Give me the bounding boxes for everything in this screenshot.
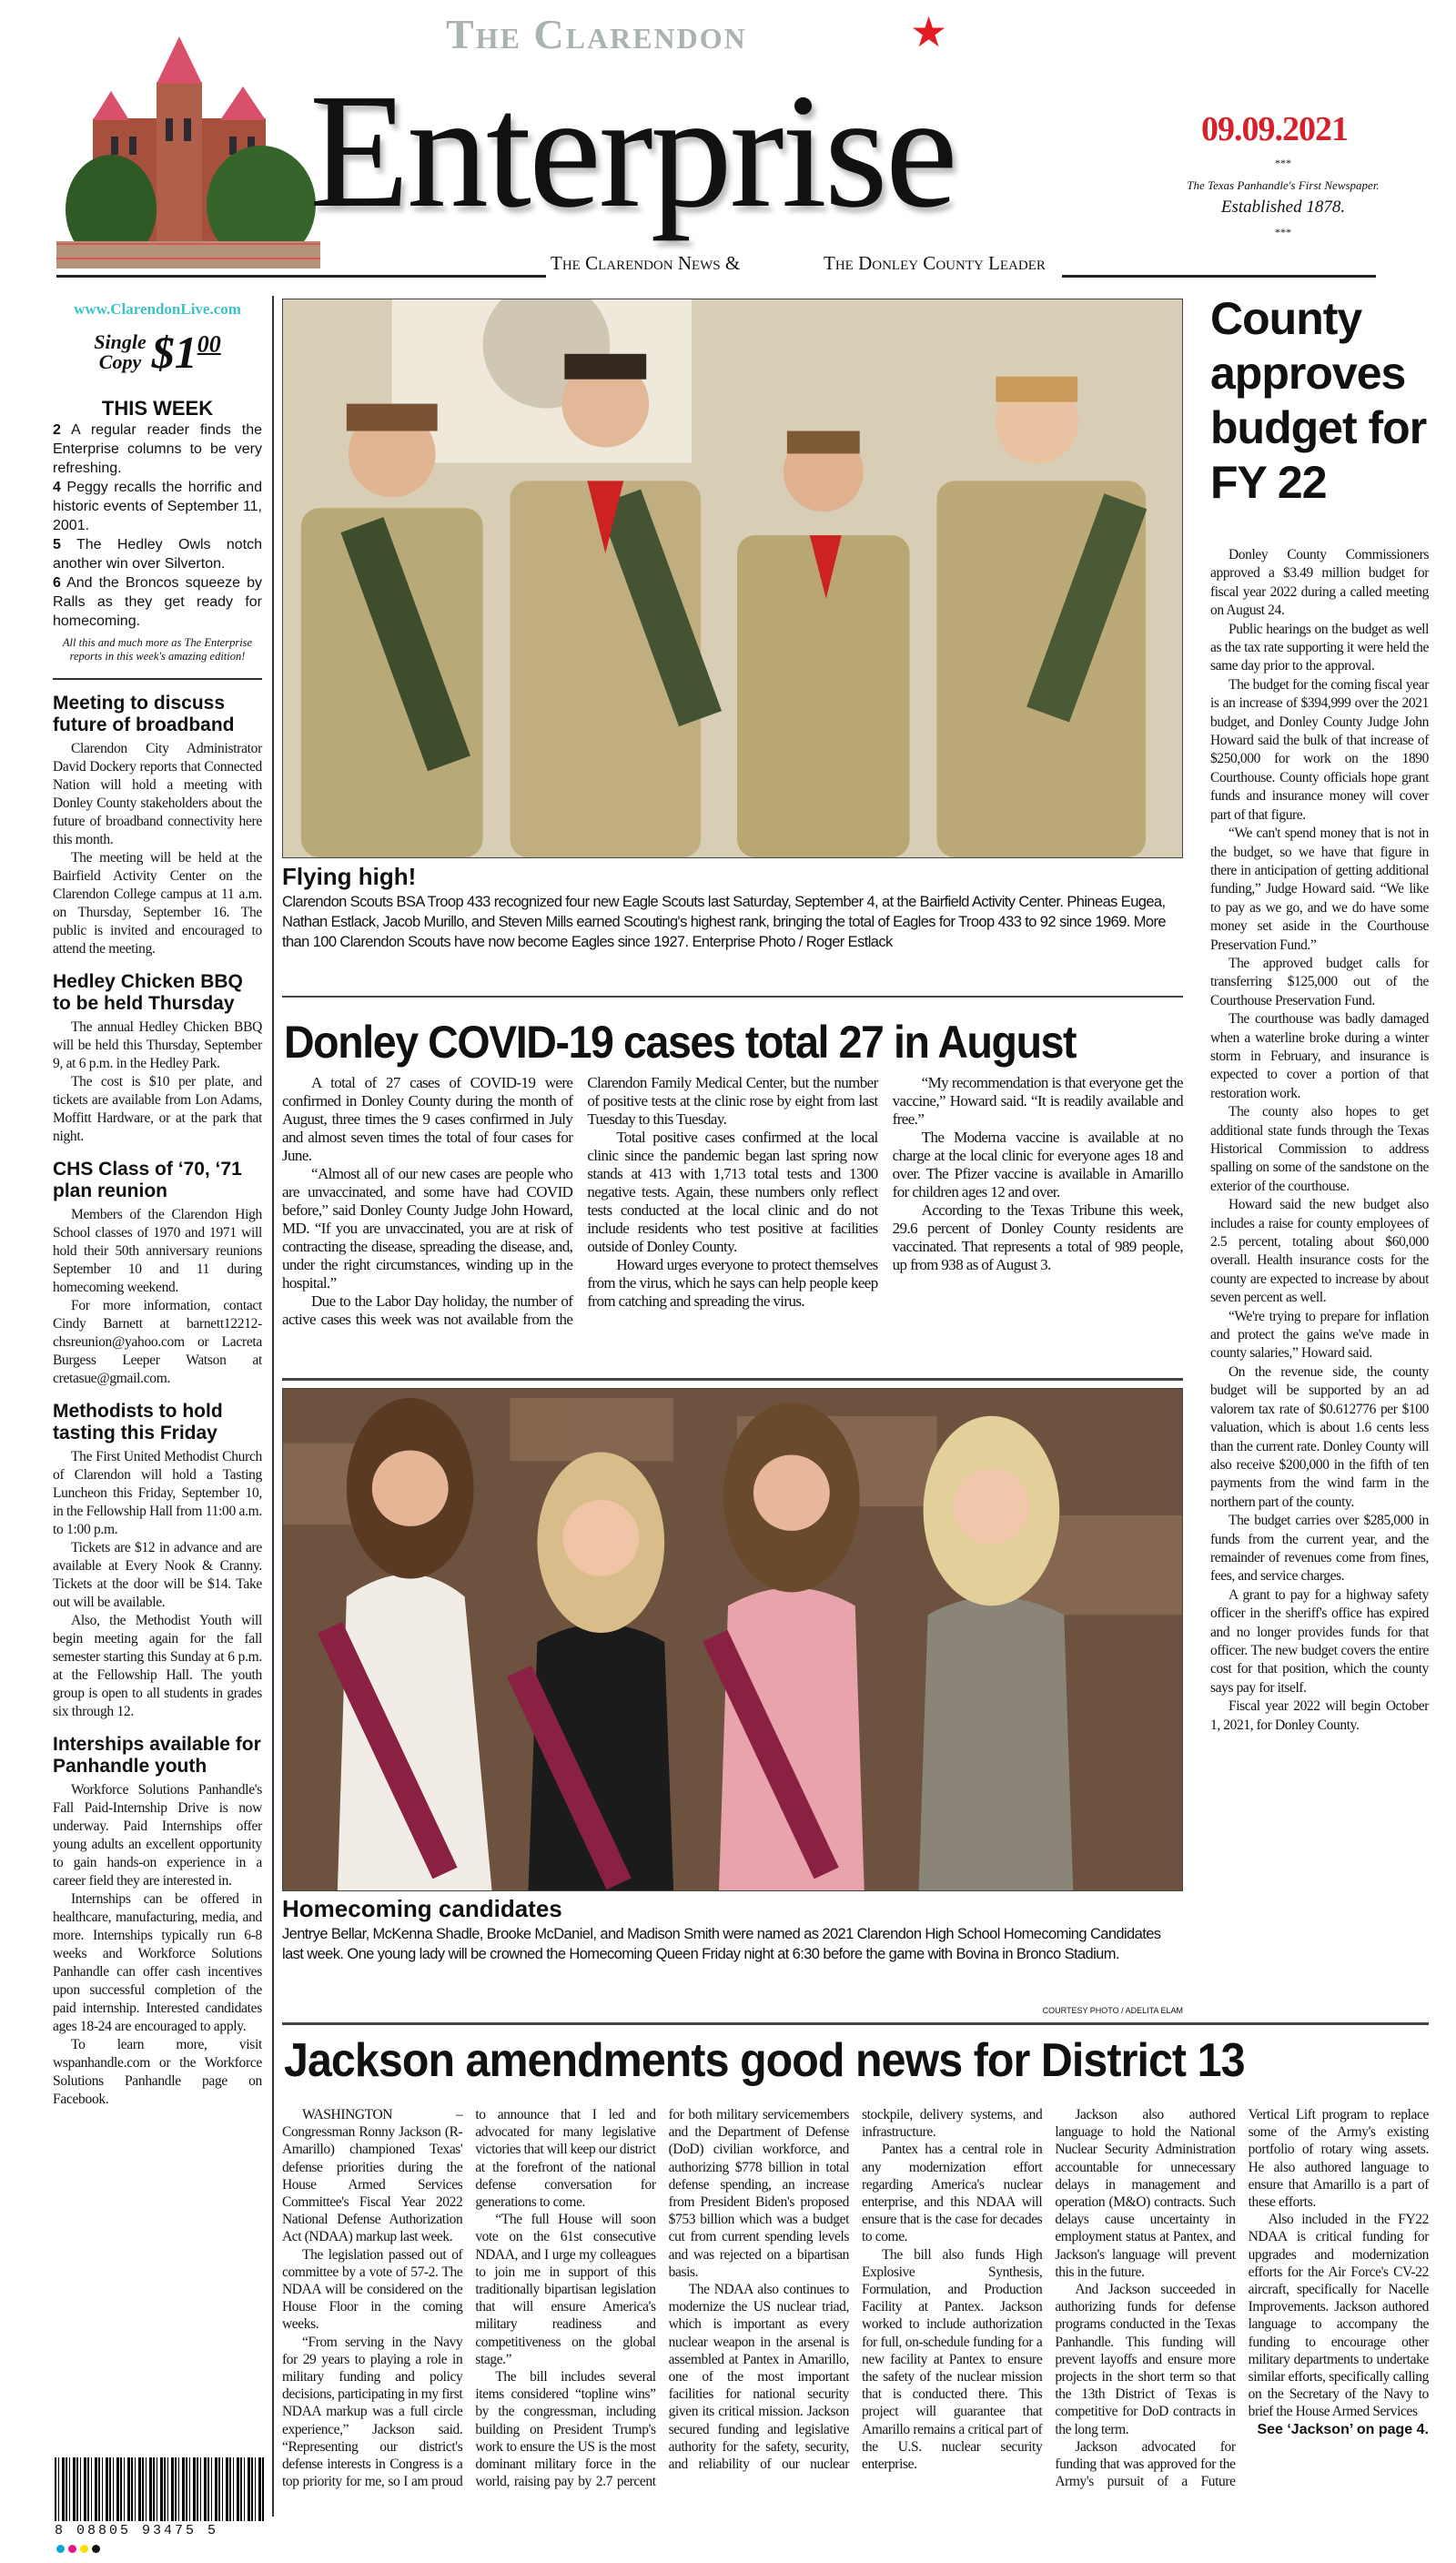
masthead-rule [1062,275,1376,278]
photo-heading: Flying high! [282,863,417,890]
registration-dot [92,2545,100,2553]
paragraph: Pantex has a central role in any modernization effort regarding America's nuclear enterprise, and this NDAA will ensure that is the case for decades to come. [861,2142,1043,2245]
paragraph: The NDAA also continues to modernize the US nuclear triad, which is important as every nuclear weapon in the arsenal is assembled at Pantex in Amarillo, one of the most important facilities for national security given its critical mission. Jackson secured funding and legislative authority for the safety, security, and reliability of our nuclear stockpile, delivery systems, and infrastructure. [668,2107,1043,2473]
paragraph: WASHINGTON – Congressman Ronny Jackson (R-Amarillo) championed Texas' defense priorities during the House Armed Services Committee's Fiscal Year 2022 National Defense Authorization Act (NDAA) markup last week. [282,2107,463,2245]
paragraph: Donley County Commissioners approved a $3.49 million budget for fiscal year 2022 during a called meeting on August 24. [1210,547,1429,619]
paragraph: Howard said the new budget also includes a raise for county employees of 2.5 percent, totaling about $60,000 overall. Health insurance costs for the county are expected to increase by about seven percent as well. [1210,1197,1429,1306]
courthouse-logo-image [56,36,320,268]
photo-credit: COURTESY PHOTO / ADELITA ELAM [1042,2006,1183,2015]
section-rule [282,1378,1183,1381]
covid-headline[interactable]: Donley COVID-19 cases total 27 in August [284,1017,1077,1068]
website-link[interactable]: www.ClarendonLive.com [74,300,241,318]
column-divider [272,296,274,2517]
masthead-the-clarendon: The Clarendon [446,11,747,57]
paragraph: Jackson also authored language to hold the National Nuclear Security Administration accountable for unnecessary delays in management and operation (M&O) contracts. Such delays cause uncertainty in employment status at Pantex, and Jackson's language will prevent this in the future. [1055,2107,1236,2280]
paragraph: The approved budget calls for transferring $125,000 out of the Courthouse Preservation Fund. [1210,955,1429,1008]
candidate-figure [919,1416,1074,1890]
continued-on-page-link[interactable]: See ‘Jackson’ on page 4. [1257,2421,1429,2437]
paragraph: Due to the Labor Day holiday, the number of active cases this week was not available from the Clarendon Family Medical Center, but the number of positive tests at the clinic rose by eight from last Tuesday to this Tuesday. [282,1074,878,1328]
item-text: A regular reader finds the Enterprise columns to be very refreshing. [53,422,262,476]
paragraph: “We can't spend money that is not in the budget, so we have that figure in there in anticipation of getting additional funding,” Judge Howard said. “We like to pay as we go, and we do have some money set aside in the Courthouse Preservation Fund.” [1210,826,1429,953]
sidebar [53,300,262,2109]
paragraph: Fiscal year 2022 will begin October 1, 2021, for Donley County. [1210,1698,1429,1733]
price-cents: 00 [197,330,221,358]
tagline: The Texas Panhandle's First Newspaper. [1187,178,1380,192]
barcode [55,2457,264,2521]
paragraph: Jackson advocated for funding that was approved for the Army's pursuit of a Future Vertical Lift program to replace some of the Army's existing portfolio of rotary wing assets. He also authored language to ensure that Amarillo is a part of these efforts. [1055,2107,1429,2490]
paragraph: And Jackson succeeded in authorizing funds for defense programs conducted in the Texas Panhandle. This funding will prevent layoffs and ensure more projects in the short term so that the 13th District of Texas is competitive for DoD contracts in the long term. [1055,2282,1236,2437]
paragraph: On the revenue side, the county budget will be supported by an ad valorem tax rate of $0.612776 per $100 valuation, which is about 1.6 cents less than the current rate. Donley County will also receive $200,000 in the fifth of ten payments from the wind farm in the northern part of the county. [1210,1363,1429,1510]
paragraph: “From serving in the Navy for 29 years to playing a role in military funding and policy decisions, participating in my first NDAA markup was a full circle experience,” Jackson said. “Representing our district's defense interests in Congress is a top priority for me, so I am proud to announce that I led and advocated for many legislative victories that will keep our district at the forefront of the national defense conversation for generations to come. [282,2107,656,2490]
paragraph: The First United Methodist Church of Clarendon will hold a Tasting Luncheon this Friday, September 10, in the Fellowship Hall from 11:00 a.m. to 1:00 p.m. [53,1449,262,1537]
eagle-scouts-photo[interactable] [282,299,1183,858]
brief-broadband [53,693,262,958]
brief-internships [53,1734,262,2109]
paragraph: “Almost all of our new cases are people who are unvaccinated, and some have had COVID before,” said Donley County Judge John Howard, MD. “If you are unvaccinated, you are at risk of contracting the disease, spreading the disease, and, under the right circumstances, winding up in the hospital.” [282,1165,573,1292]
masthead-rule [56,275,546,278]
paragraph: The meeting will be held at the Bairfield Activity Center on the Clarendon College campus at 11 a.m. on Thursday, September 16. The public is invited and encouraged to attend the meeting. [53,850,262,957]
item-text: Peggy recalls the horrific and historic events of September 11, 2001. [53,480,262,533]
paragraph: The budget for the coming fiscal year is an increase of $394,999 over the 2021 budget, and Donley County Judge John Howard said the bulk of that increase of $250,000 for work on the 1890 Courthouse. County officials hope grant funds and insurance money will cover part of that figure. [1210,676,1429,823]
paragraph: The budget carries over $285,000 in funds from the current year, and the remainder of revenues come from fines, fees, and service charges. [1210,1513,1429,1585]
photo-caption: Jentrye Bellar, McKenna Shadle, Brooke McDaniel, and Madison Smith were named as 2021 Clarendon High School Homecoming Candidates last week. One young lady will be crowned the Homecoming Queen Friday night at 6:30 before the game with Bovina in Bronco Stadium. [282,1926,1161,1962]
registration-dot [80,2545,88,2553]
brief-reunion [53,1159,262,1388]
paragraph: Internships can be offered in healthcare, manufacturing, media, and more. Internships typically run 6-8 weeks and Workforce Solutions Panhandle can offer cash incentives upon successful completion of the paid internship. Interested candidates ages 18-24 are encouraged to apply. [53,1891,262,2034]
registration-dot [56,2545,65,2553]
paragraph: Also included in the FY22 NDAA is critical funding for upgrades and modernization efforts for the Air Force's CV-22 aircraft, specifically for Nacelle Improvements. Jackson authored language to accompany the funding to encourage other military departments to undertake similar efforts, specifically calling on the Secretary of the Navy to brief the House Armed Services [1248,2212,1429,2420]
paragraph: A grant to pay for a highway safety officer in the sheriff's office has expired and no longer provides funds for that officer. The new budget covers the entire cost for that position, which the county says pay for itself. [1210,1586,1429,1696]
candidate-figure [703,1403,864,1890]
page-number: 4 [53,480,61,495]
paragraph: A total of 27 cases of COVID-19 were confirmed in Donley County during the month of August, three times the 9 cases confirmed in July and almost seven times the total of four cases for June. [282,1074,573,1164]
paragraph: To learn more, visit wspanhandle.com or the Workforce Solutions Panhandle page on Facebook. [53,2037,262,2107]
paragraph: For more information, contact Cindy Barnett at barnett12212-chsreunion@yahoo.com or Lacreta Burgess Leeper Watson at cretasue@gmail.com. [53,1298,262,1386]
paragraph: The bill also funds High Explosive Synthesis, Formulation, and Production Facility at Pantex. Jackson worked to include authorization for full, on-schedule funding for a new facility at Pantex to ensure the safety of the nuclear mission that is conducted there. This project will guarantee that Amarillo remains a critical part of the U.S. nuclear security enterprise. [861,2246,1043,2473]
paragraph: Members of the Clarendon High School classes of 1970 and 1971 will hold their 50th anniversary reunions September 10 and 11 during homecoming weekend. [53,1207,262,1295]
this-week-note: All this and much more as The Enterprise reports in this week's amazing edition! [62,636,253,663]
paragraph: The bill includes several items considered “topline wins” by the congressman, including building on President Trump's work to ensure the US is the most dominant military force in the world, raising pay by 2.7 percent for both military servicemembers and the Department of Defense (DoD) civilian workforce, and authorizing $778 billion in total defense spending, an increase from President Biden's proposed $753 billion which was a budget cut from current spending levels and was rejected on a bipartisan basis. [475,2107,849,2490]
item-text: And the Broncos squeeze by Ralls as they get ready for homecoming. [53,575,263,629]
star-icon: ★ [910,9,948,56]
budget-article-body [1210,546,1429,1735]
brief-methodists [53,1401,262,1721]
paragraph: Public hearings on the budget as well as the tax rate supporting it were held the same day prior to the approval. [1210,621,1429,674]
brief-heading: Hedley Chicken BBQ to be held Thursday [53,971,243,1014]
this-week-item[interactable] [53,478,262,535]
paragraph: The courthouse was badly damaged when a waterline broke during a winter storm in February, and insurance is expected to cover a portion of that restoration work. [1210,1011,1429,1101]
this-week-item[interactable] [53,573,262,631]
section-rule [282,996,1183,998]
section-rule [282,2022,1429,2025]
paragraph: The county also hopes to get additional state funds through the Texas Historical Commission to address spalling on some of the sandstone on the exterior of the courthouse. [1210,1104,1429,1194]
paragraph: Howard urges everyone to protect themselves from the virus, which he says can help people keep from catching and spreading the virus. [587,1256,878,1310]
jackson-headline[interactable]: Jackson amendments good news for District 13 [284,2034,1245,2087]
paragraph: “My recommendation is that everyone get the vaccine,” Howard said. “It is readily available and free.” [892,1074,1183,1128]
covid-article-body [282,1074,1183,1329]
price-dollars: $1 [151,327,197,378]
paragraph: Tickets are $12 in advance and are available at Every Nook & Cranny. Tickets at the door will be $14. Take out will be available. [53,1540,262,1610]
paragraph: According to the Texas Tribune this week, 29.6 percent of Donley County residents are vaccinated. That represents a total of 989 people, up from 938 as of August 3. [892,1201,1183,1273]
brief-heading: Methodists to hold tasting this Friday [53,1401,223,1444]
paragraph: Clarendon City Administrator David Dockery reports that Connected Nation will hold a meeting with Donley County stakeholders about the future of broadband connectivity here this month. [53,741,262,847]
brief-bbq [53,971,262,1146]
paragraph: Also, the Methodist Youth will begin meeting again for the fall semester starting this Sunday at 6 p.m. at the Fellowship Hall. The youth group is open to all students in grades six through 12. [53,1613,262,1719]
paragraph: The annual Hedley Chicken BBQ will be held this Thursday, September 9, at 6 p.m. in the Hedley Park. [53,1019,262,1071]
brief-heading: Interships available for Panhandle youth [53,1734,261,1777]
homecoming-candidates-photo[interactable] [282,1388,1183,1891]
price-box [53,326,262,379]
masthead-title: Enterprise [309,60,956,241]
paragraph: Total positive cases confirmed at the local clinic since the pandemic began last spring now stands at 413 with 1,713 total tests and 1300 negative tests. Again, these numbers only reflect tests conducted at the local clinic and do not include residents who test positive at facilities outside of Donley County. [587,1129,878,1255]
barcode-number: 8 08805 93475 5 [55,2523,219,2538]
paragraph: The Moderna vaccine is available at no charge at the local clinic for everyone ages 18 and over. The Pfizer vaccine is available in Amarillo for children ages 12 and over. [892,1129,1183,1200]
price-label: Single [94,330,147,353]
established: Established 1878. [1220,198,1346,217]
this-week-list [53,420,262,631]
section-rule [53,678,262,680]
this-week-heading: THIS WEEK [101,397,214,420]
paragraph: The cost is $10 per plate, and tickets are available from Lon Adams, Moffitt Hardware, or at the park that night. [53,1074,262,1144]
masthead-subtitle-left: The Clarendon News & [551,252,741,274]
paragraph: Workforce Solutions Panhandle's Fall Paid-Internship Drive is now underway. Paid Internships offer young adults an excellent opportunity to gain hands-on experience in a career field they are interested in. [53,1782,262,1889]
item-text: The Hedley Owls notch another win over Silverton. [53,537,263,572]
page-number: 5 [53,537,61,552]
brief-heading: CHS Class of ‘70, ‘71 plan reunion [53,1159,242,1201]
paragraph: “The full House will soon vote on the 61st consecutive NDAA, and I urge my colleagues to join me in support of this traditionally bipartisan legislation that will ensure America's military readiness and competitiveness on the global stage.” [475,2212,656,2367]
price-label: Copy [98,350,142,373]
this-week-item[interactable] [53,420,262,478]
page-number: 2 [53,422,61,438]
photo-caption: Clarendon Scouts BSA Troop 433 recognized four new Eagle Scouts last Saturday, September 4, at the Bairfield Activity Center. Phineas Eugea, Nathan Estlack, Jacob Murillo, and Steven Mills earned Scouting's highest rank, bringing the total of Eagles for Troop 433 to 92 since 1969. More than 100 Clarendon Scouts have now become Eagles since 1927. Enterprise Photo / Roger Estlack [282,894,1166,950]
masthead-subtitle-right: The Donley County Leader [824,252,1046,274]
jackson-article-body [282,2106,1429,2490]
paragraph: “We're trying to prepare for inflation and protect the gains we've made in county salaries,” Howard said. [1210,1308,1429,1362]
brief-heading: Meeting to discuss future of broadband [53,693,235,735]
stars-divider: *** [1275,226,1291,238]
paragraph: The legislation passed out of committee by a vote of 57-2. The NDAA will be considered on the House Floor in the coming weeks. [282,2246,463,2333]
issue-date: 09.09.2021 [1201,110,1348,148]
stars-divider: *** [1275,157,1291,169]
photo-heading: Homecoming candidates [282,1895,562,1922]
registration-dot [68,2545,76,2553]
this-week-item[interactable] [53,535,262,573]
budget-headline[interactable]: County approves budget for FY 22 [1210,293,1427,508]
page-number: 6 [53,575,61,591]
